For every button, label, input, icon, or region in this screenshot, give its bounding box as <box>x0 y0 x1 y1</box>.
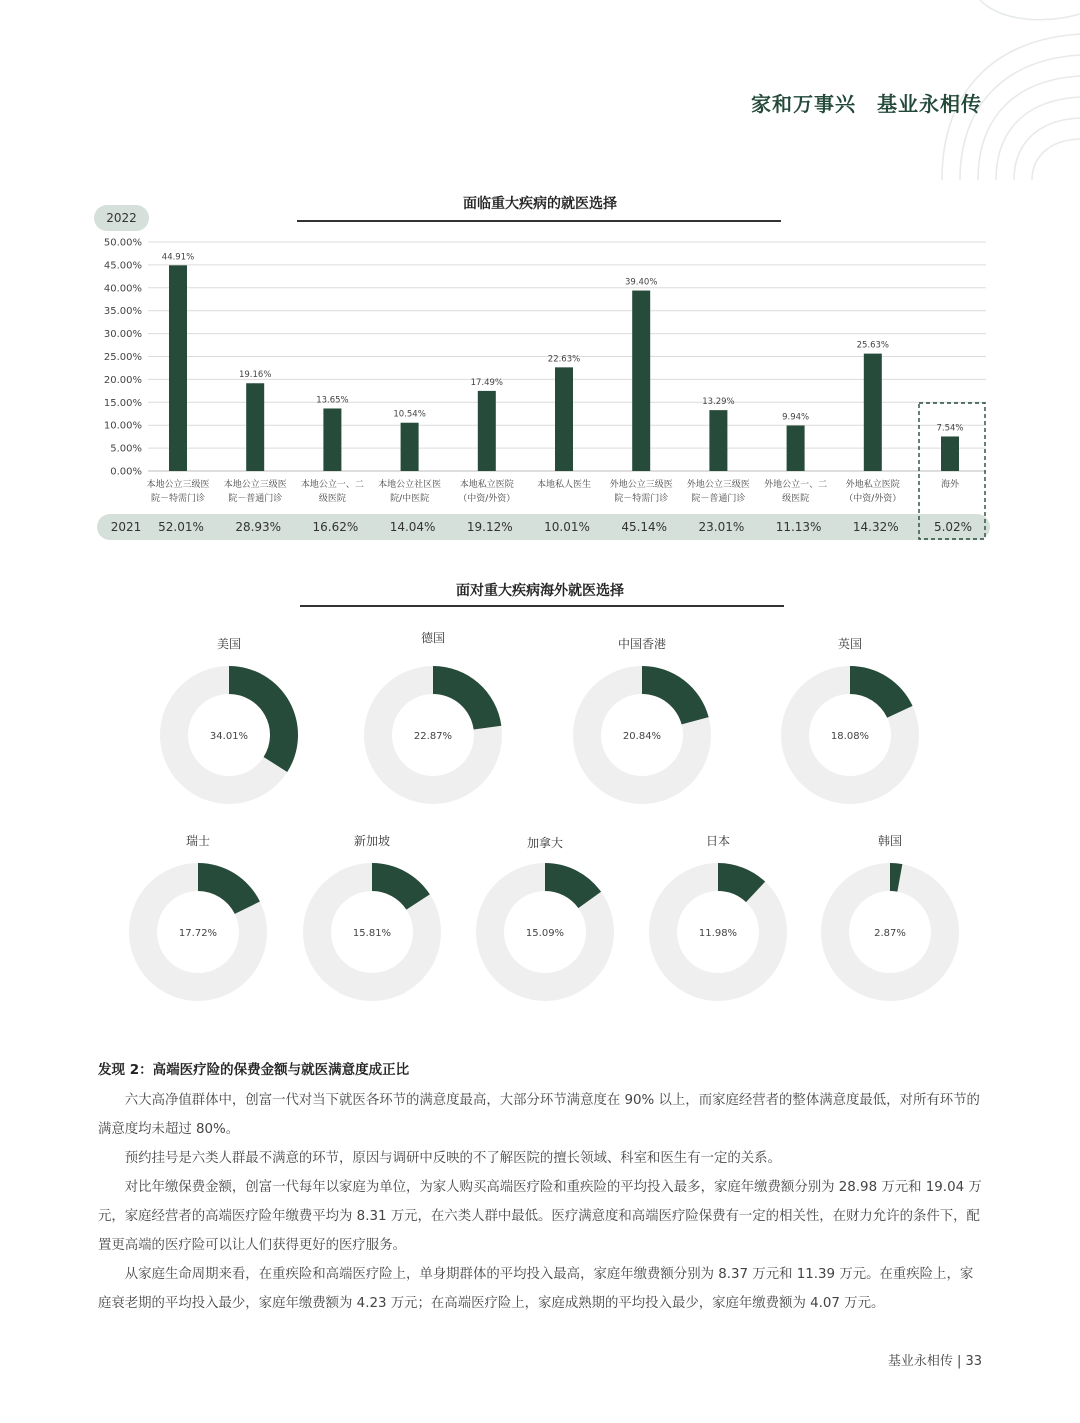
donut-chart <box>490 835 601 987</box>
header-title: 家和万事兴 基业永相传 <box>751 92 982 116</box>
y-tick-label: 5.00% <box>110 443 142 455</box>
donut-country-label: 加拿大 <box>526 836 564 850</box>
y-tick-label: 15.00% <box>103 397 142 409</box>
category-label: 级医院 <box>782 494 810 504</box>
value-2021-label: 14.32% <box>852 520 899 534</box>
category-label: 海外 <box>940 480 960 490</box>
bar-value-label: 13.65% <box>316 395 349 406</box>
donut-country-label: 德国 <box>420 631 446 645</box>
y-tick-label: 0.00% <box>110 466 142 478</box>
bar-value-label: 17.49% <box>470 377 504 388</box>
bar-value-label: 19.16% <box>238 370 272 381</box>
value-2021-label: 11.13% <box>775 520 822 534</box>
donut-chart <box>317 833 430 987</box>
category-label: 本地公立三级医 <box>223 480 287 490</box>
value-2021-label: 23.01% <box>698 520 745 534</box>
donut-value-label: 34.01% <box>209 731 249 742</box>
bar-value-label: 25.63% <box>856 340 890 351</box>
donut-country-label: 新加坡 <box>353 834 391 848</box>
category-label: 本地私人医生 <box>536 480 592 490</box>
donut-segment <box>229 666 298 772</box>
donut-chart <box>587 636 709 790</box>
donut-chart <box>663 833 773 987</box>
donut-country-label: 英国 <box>837 637 863 651</box>
bar-value-label: 10.54% <box>393 409 426 420</box>
category-label: 外地公立三级医 <box>686 480 750 490</box>
category-label: 本地公立社区医 <box>378 480 442 490</box>
category-label: 院－特需门诊 <box>614 494 669 504</box>
bar-value-label: 9.94% <box>782 412 810 423</box>
finding-title: 发现 2：高端医疗险的保费金额与就医满意度成正比 <box>98 1062 410 1078</box>
donut-value-label: 11.98% <box>698 928 738 939</box>
year-2022-label: 2022 <box>106 211 137 225</box>
y-tick-label: 50.00% <box>103 237 142 249</box>
value-2021-label: 19.12% <box>466 520 513 534</box>
value-2021-label: 28.93% <box>235 520 282 534</box>
y-tick-label: 30.00% <box>103 329 142 341</box>
finding-paragraph: 六大高净值群体中，创富一代对当下就医各环节的满意度最高，大部分环节满意度在 90% 以上，而家庭经营者的整体满意度最低，对所有环节的满意度均未超过 80%。 <box>98 1093 980 1137</box>
category-label: 本地公立一、二 <box>300 480 364 490</box>
bar-value-label: 22.63% <box>547 354 581 365</box>
donut-country-label: 美国 <box>216 637 242 651</box>
donut-chart <box>143 833 260 987</box>
y-tick-label: 35.00% <box>103 306 142 318</box>
donut-chart-title: 面对重大疾病海外就医选择 <box>456 583 624 599</box>
category-label: （中资/外资） <box>844 494 902 504</box>
category-label: 院－特需门诊 <box>150 494 206 504</box>
category-label: 外地私立医院 <box>845 480 900 490</box>
donut-country-label: 韩国 <box>877 834 903 848</box>
finding-section <box>98 1058 986 1318</box>
bar-value-label: 13.29% <box>702 397 735 408</box>
donut-value-label: 15.09% <box>525 928 565 939</box>
donut-segment <box>850 666 913 718</box>
y-tick-label: 10.00% <box>103 420 142 432</box>
category-label: 院－普通门诊 <box>228 494 283 504</box>
bar-value-label: 44.91% <box>161 252 195 263</box>
donut-country-label: 瑞士 <box>185 834 211 848</box>
finding-paragraph: 对比年缴保费金额，创富一代每年以家庭为单位，为家人购买高端医疗险和重疾险的平均投入最多，家庭年缴费额分别为 28.98 万元和 19.04 万元，家庭经营者的高端医疗险年缴费平均为 8.31 万元，在六类人群中最低。医疗满意度和高端医疗险保费有一定的相关性，在财力允许的条件下，配置更高端的医疗险可以让人们获得更好的医疗服务。 <box>98 1180 982 1253</box>
donut-chart <box>835 833 945 987</box>
category-label: 本地私立医院 <box>459 480 514 490</box>
y-tick-label: 20.00% <box>103 374 142 386</box>
donut-segment <box>433 666 501 730</box>
category-label: 本地公立三级医 <box>146 480 210 490</box>
donut-segment <box>642 666 709 724</box>
donut-chart <box>174 637 298 790</box>
donut-value-label: 15.81% <box>352 928 392 939</box>
category-label: 院/中医院 <box>390 494 430 504</box>
donut-value-label: 18.08% <box>830 731 870 742</box>
donut-value-label: 20.84% <box>622 731 662 742</box>
donut-country-label: 中国香港 <box>617 637 667 651</box>
bar-chart-title: 面临重大疾病的就医选择 <box>463 196 617 212</box>
y-tick-label: 25.00% <box>103 352 142 363</box>
value-2021-label: 16.62% <box>312 520 359 534</box>
value-2021-label: 45.14% <box>621 520 668 534</box>
finding-paragraph: 从家庭生命周期来看，在重疾险和高端医疗险上，单身期群体的平均投入最高，家庭年缴费额分别为 8.37 万元和 11.39 万元。在重疾险上，家庭衰老期的平均投入最少，家庭年缴费额为 4.23 万元；在高端医疗险上，家庭成熟期的平均投入最少，家庭年缴费额为 4.07 万元。 <box>98 1267 974 1311</box>
year-2021-label: 2021 <box>110 520 142 534</box>
bar-value-label: 39.40% <box>624 277 658 288</box>
page-footer: 基业永相传 | 33 <box>887 1354 982 1369</box>
y-tick-label: 45.00% <box>103 260 142 272</box>
category-label: 外地公立三级医 <box>609 480 673 490</box>
value-2021-label: 5.02% <box>933 520 973 534</box>
value-2021-label: 10.01% <box>544 520 590 534</box>
category-label: 级医院 <box>318 494 346 504</box>
category-label: （中资/外资） <box>458 494 516 504</box>
donut-value-label: 17.72% <box>178 928 218 939</box>
donut-value-label: 2.87% <box>874 928 906 939</box>
donut-chart <box>795 637 913 790</box>
category-label: 院－普通门诊 <box>691 494 746 504</box>
donut-country-label: 日本 <box>705 834 731 848</box>
finding-paragraph: 预约挂号是六类人群最不满意的环节，原因与调研中反映的不了解医院的擅长领域、科室和医生有一定的关系。 <box>124 1151 781 1166</box>
category-label: 外地公立一、二 <box>764 480 828 490</box>
donut-value-label: 22.87% <box>413 731 453 742</box>
value-2021-label: 52.01% <box>158 520 204 534</box>
donut-chart <box>378 631 501 790</box>
y-tick-label: 40.00% <box>103 283 142 295</box>
bar-value-label: 7.54% <box>936 423 964 434</box>
value-2021-label: 14.04% <box>389 520 436 534</box>
